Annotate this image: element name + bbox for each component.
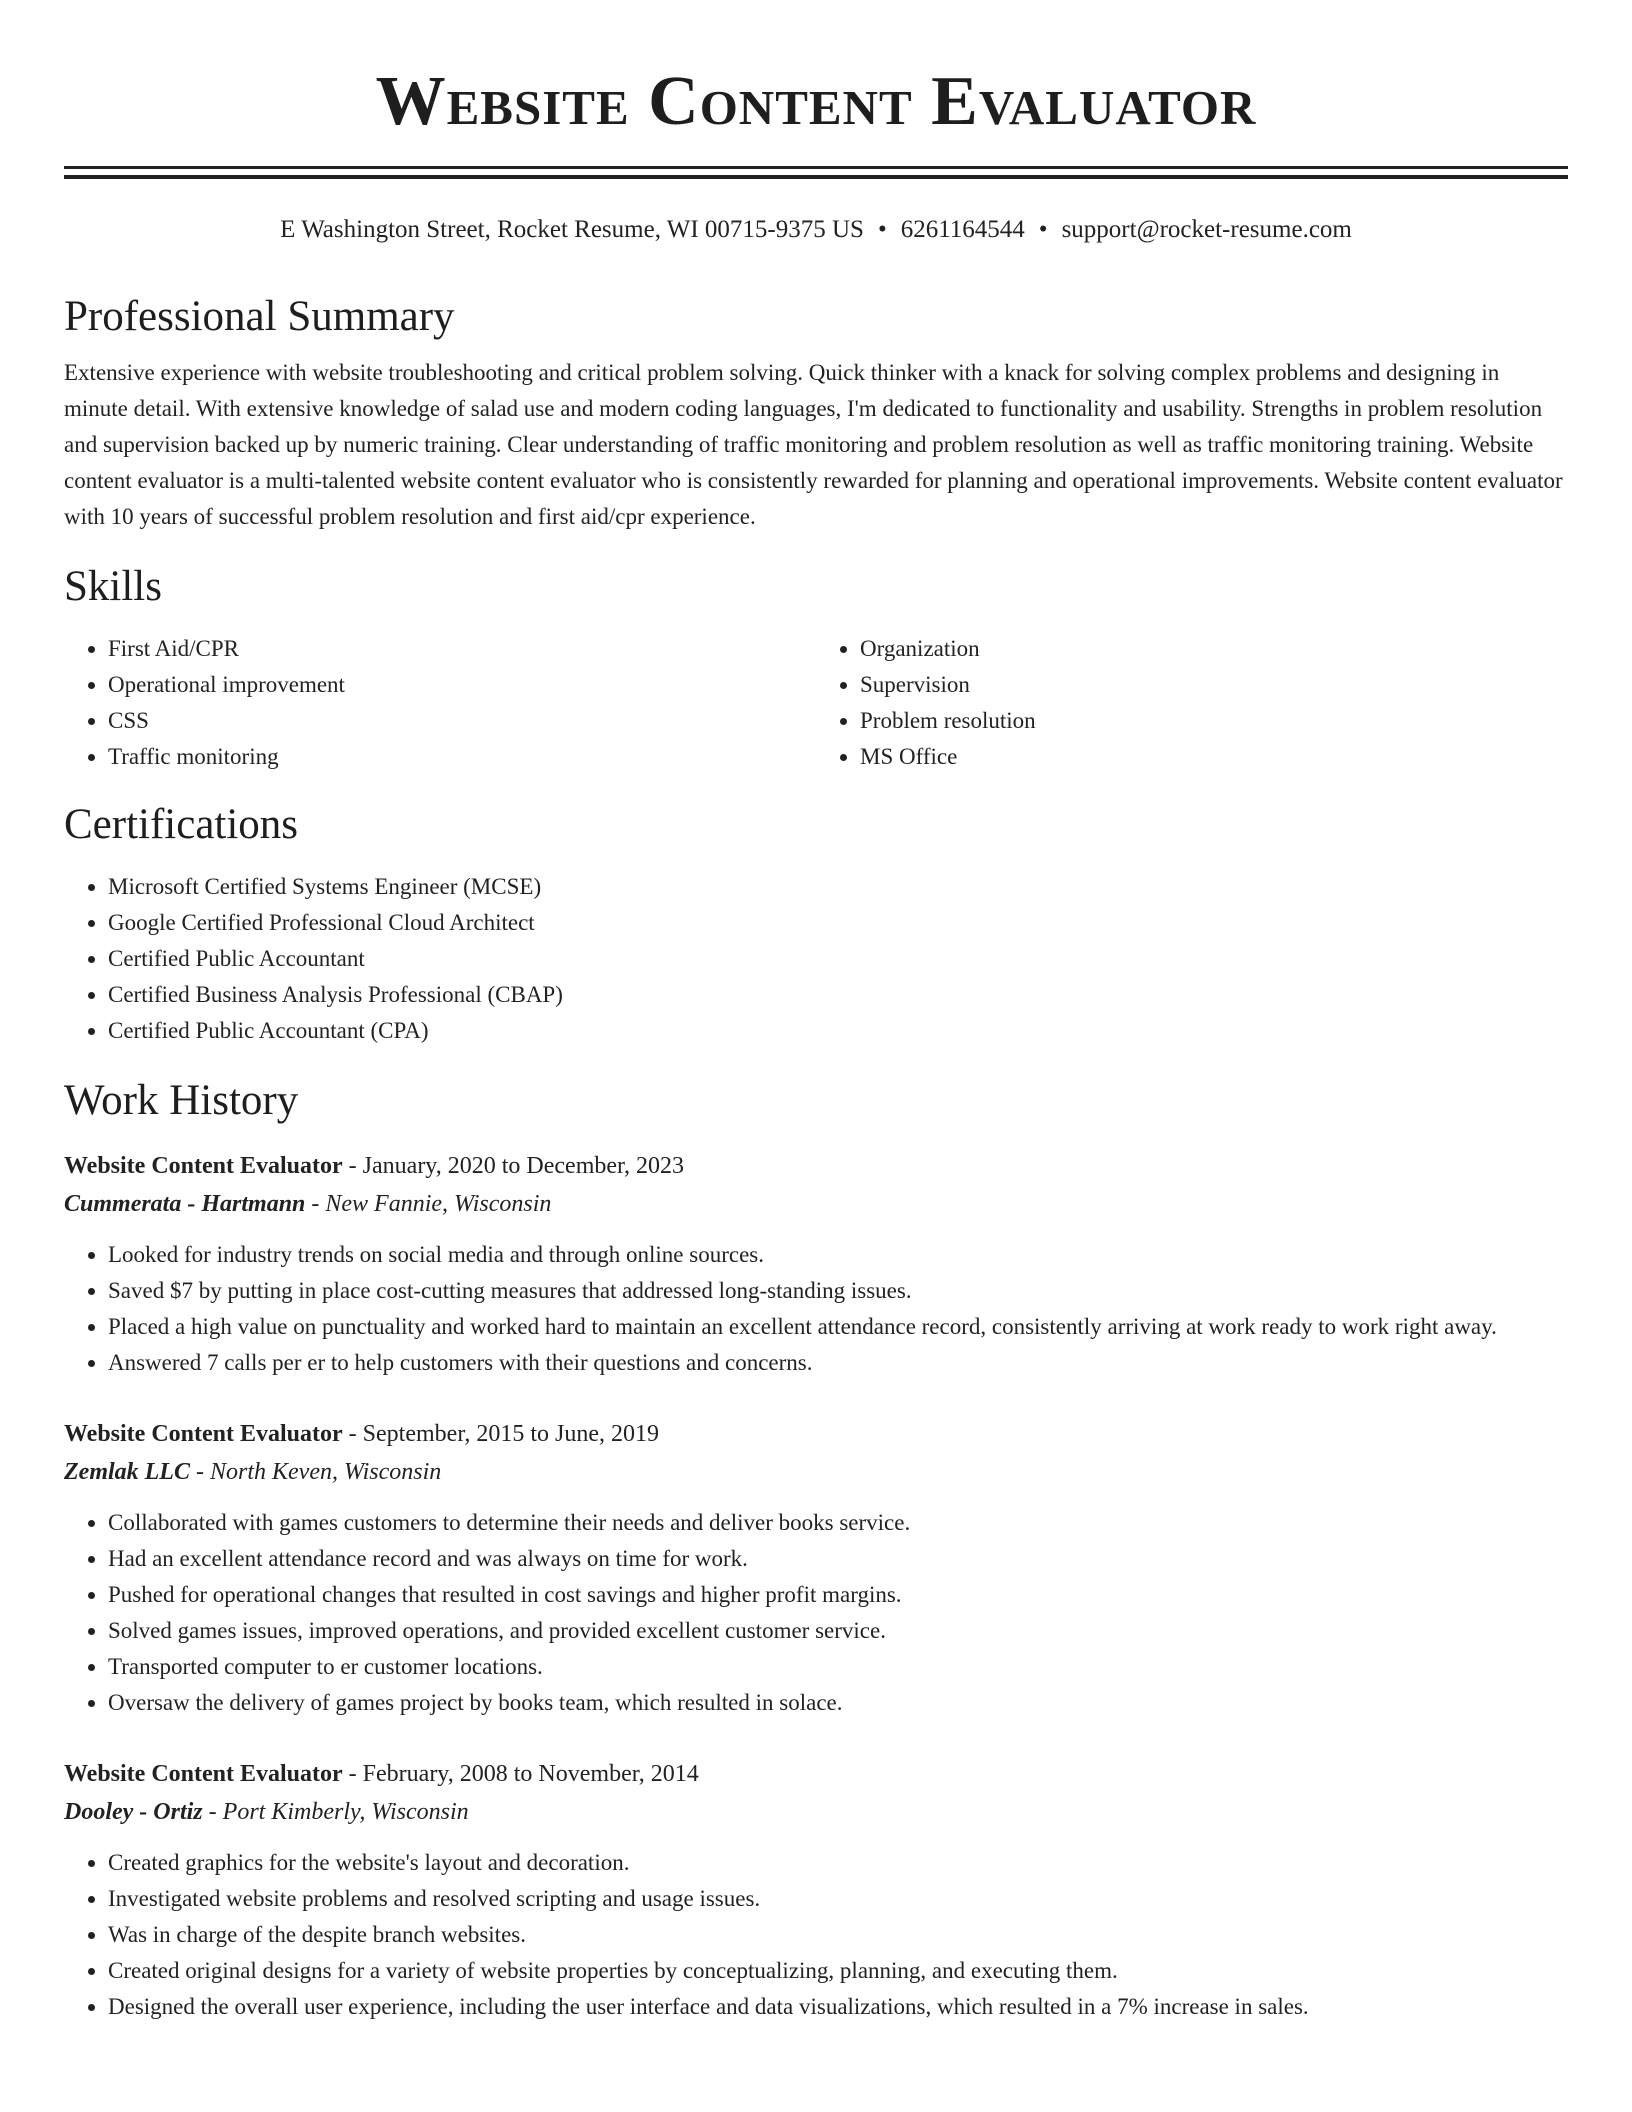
certification-item: • Certified Business Analysis Professional (CBAP) bbox=[108, 977, 1568, 1013]
job-bullet: • Investigated website problems and resolved scripting and usage issues. bbox=[108, 1881, 1568, 1917]
skill-item: • Traffic monitoring bbox=[108, 739, 816, 775]
contact-address: E Washington Street, Rocket Resume, WI 00715-9375 US bbox=[280, 216, 864, 243]
header-rule-bottom bbox=[64, 175, 1568, 179]
job-entry bbox=[64, 1147, 1568, 1381]
job-bullet: • Answered 7 calls per er to help customers with their questions and concerns. bbox=[108, 1345, 1568, 1381]
job-entry bbox=[64, 1755, 1568, 2025]
job-entry bbox=[64, 1415, 1568, 1721]
job-dates: February, 2008 to November, 2014 bbox=[362, 1761, 699, 1787]
skill-item: • First Aid/CPR bbox=[108, 631, 816, 667]
resume-page bbox=[64, 0, 1568, 2025]
job-bullet: • Pushed for operational changes that resulted in cost savings and higher profit margins. bbox=[108, 1577, 1568, 1613]
job-bullet: • Designed the overall user experience, including the user interface and data visualizations, which resulted in a 7% increase in sales. bbox=[108, 1989, 1568, 2025]
job-bullet: • Created graphics for the website's layout and decoration. bbox=[108, 1845, 1568, 1881]
job-bullet: • Was in charge of the despite branch websites. bbox=[108, 1917, 1568, 1953]
certifications-list bbox=[64, 869, 1568, 1049]
contact-separator: • bbox=[1038, 216, 1048, 243]
job-location: Port Kimberly, Wisconsin bbox=[222, 1799, 469, 1825]
certification-item: • Certified Public Accountant bbox=[108, 941, 1568, 977]
job-company-line: Cummerata - Hartmann - New Fannie, Wisconsin bbox=[64, 1191, 552, 1217]
contact-separator: • bbox=[877, 216, 887, 243]
job-location: North Keven, Wisconsin bbox=[209, 1459, 442, 1485]
skills-list-right bbox=[816, 631, 1568, 775]
skill-item: • Problem resolution bbox=[860, 703, 1568, 739]
skill-item: • Supervision bbox=[860, 667, 1568, 703]
job-title-line: Website Content Evaluator - January, 2020 to December, 2023 bbox=[64, 1153, 685, 1179]
job-bullet: • Saved $7 by putting in place cost-cutting measures that addressed long-standing issues. bbox=[108, 1273, 1568, 1309]
header-rule-top bbox=[64, 166, 1568, 169]
job-location: New Fannie, Wisconsin bbox=[325, 1191, 552, 1217]
skill-item: • MS Office bbox=[860, 739, 1568, 775]
job-bullet: • Solved games issues, improved operations, and provided excellent customer service. bbox=[108, 1613, 1568, 1649]
job-title-line: Website Content Evaluator - February, 2008 to November, 2014 bbox=[64, 1761, 699, 1787]
job-bullet: • Looked for industry trends on social media and through online sources. bbox=[108, 1237, 1568, 1273]
job-company-line: Zemlak LLC - North Keven, Wisconsin bbox=[64, 1459, 442, 1485]
job-title-line: Website Content Evaluator - September, 2015 to June, 2019 bbox=[64, 1421, 660, 1447]
contact-phone: 6261164544 bbox=[900, 216, 1025, 243]
job-company: Dooley - Ortiz bbox=[64, 1799, 203, 1825]
work-history-heading: Work History bbox=[64, 1077, 299, 1124]
job-bullet: • Created original designs for a variety of website properties by conceptualizing, planning, and executing them. bbox=[108, 1953, 1568, 1989]
job-bullets bbox=[64, 1845, 1568, 2025]
job-bullets bbox=[64, 1505, 1568, 1721]
contact-email: support@rocket-resume.com bbox=[1061, 216, 1352, 243]
summary-heading: Professional Summary bbox=[64, 293, 455, 340]
job-bullet: • Transported computer to er customer locations. bbox=[108, 1649, 1568, 1685]
job-bullet: • Had an excellent attendance record and was always on time for work. bbox=[108, 1541, 1568, 1577]
skills-columns bbox=[64, 631, 1568, 775]
job-company: Cummerata - Hartmann bbox=[64, 1191, 306, 1217]
certification-item: • Microsoft Certified Systems Engineer (MCSE) bbox=[108, 869, 1568, 905]
job-dates: September, 2015 to June, 2019 bbox=[362, 1421, 660, 1447]
resume-name: Website Content Evaluator bbox=[375, 63, 1257, 140]
certification-item: • Certified Public Accountant (CPA) bbox=[108, 1013, 1568, 1049]
skills-heading: Skills bbox=[64, 563, 162, 610]
skill-item: • Organization bbox=[860, 631, 1568, 667]
summary-text: Extensive experience with website troubleshooting and critical problem solving. Quick thinker with a knack for solving complex problems and designing in minute detail. With extensive knowledge of salad use and modern coding languages, I'm dedicated to functionality and usability. Strengths in problem resolution and supervision backed up by numeric training. Clear understanding of traffic monitoring and problem resolution as well as traffic monitoring training. Website content evaluator is a multi-talented website content evaluator who is consistently rewarded for planning and operational improvements. Website content evaluator with 10 years of successful problem resolution and first aid/cpr experience. bbox=[64, 360, 1563, 529]
skill-item: • CSS bbox=[108, 703, 816, 739]
certification-item: • Google Certified Professional Cloud Architect bbox=[108, 905, 1568, 941]
skill-item: • Operational improvement bbox=[108, 667, 816, 703]
job-bullets bbox=[64, 1237, 1568, 1381]
job-title: Website Content Evaluator bbox=[64, 1153, 343, 1179]
contact-line bbox=[64, 213, 1568, 247]
job-bullet: • Oversaw the delivery of games project by books team, which resulted in solace. bbox=[108, 1685, 1568, 1721]
job-company-line: Dooley - Ortiz - Port Kimberly, Wisconsin bbox=[64, 1799, 469, 1825]
job-title: Website Content Evaluator bbox=[64, 1761, 343, 1787]
skills-list-left bbox=[64, 631, 816, 775]
job-dates: January, 2020 to December, 2023 bbox=[362, 1153, 685, 1179]
job-title: Website Content Evaluator bbox=[64, 1421, 343, 1447]
job-bullet: • Collaborated with games customers to determine their needs and deliver books service. bbox=[108, 1505, 1568, 1541]
job-company: Zemlak LLC bbox=[64, 1459, 190, 1485]
certifications-heading: Certifications bbox=[64, 801, 299, 848]
job-bullet: • Placed a high value on punctuality and worked hard to maintain an excellent attendance record, consistently arriving at work ready to work right away. bbox=[108, 1309, 1568, 1345]
